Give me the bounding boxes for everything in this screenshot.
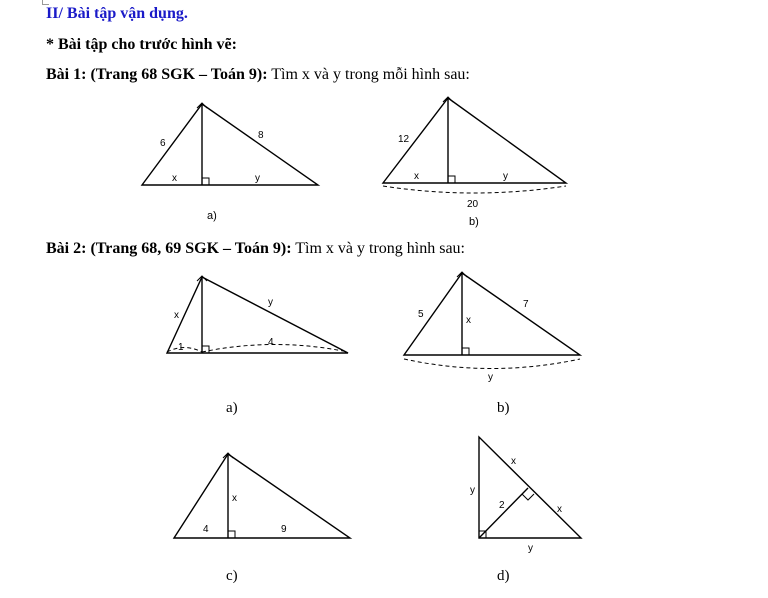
fig-2b-label-x: x bbox=[466, 315, 471, 326]
caption-1a: a) bbox=[207, 210, 217, 222]
fig-2a-label-x: x bbox=[174, 310, 179, 321]
fig-1b-label-12: 12 bbox=[398, 134, 410, 145]
exercise-1-label: Bài 1: (Trang 68 SGK – Toán 9): bbox=[46, 66, 268, 83]
fig-2a-label-y: y bbox=[268, 297, 273, 308]
exercise-2-text: Tìm x và y trong hình sau: bbox=[291, 240, 465, 257]
caption-2d: d) bbox=[497, 568, 510, 584]
fig-1a-label-x: x bbox=[172, 173, 177, 184]
fig-2b-label-7: 7 bbox=[523, 299, 529, 310]
exercise-1-text: Tìm x và y trong mỗi hình sau: bbox=[267, 66, 470, 83]
figure-2a bbox=[167, 276, 348, 353]
fig-2d-label-y-bottom: y bbox=[528, 543, 533, 554]
fig-2d-label-x-top: x bbox=[511, 456, 516, 467]
fig-2d-label-x-right: x bbox=[557, 504, 562, 515]
figure-2b bbox=[404, 272, 580, 369]
fig-1a-label-6: 6 bbox=[160, 138, 166, 149]
fig-1a-label-y: y bbox=[255, 173, 260, 184]
fig-2d-label-y-left: y bbox=[470, 485, 475, 496]
caption-2a: a) bbox=[226, 400, 238, 416]
figure-2c bbox=[174, 453, 350, 538]
fig-1b-label-20: 20 bbox=[467, 199, 479, 210]
figure-2d bbox=[479, 437, 581, 538]
caption-1b: b) bbox=[469, 216, 479, 228]
fig-1b-label-x: x bbox=[414, 171, 419, 182]
subtitle: * Bài tập cho trước hình vẽ: bbox=[46, 36, 237, 53]
fig-1b-label-y: y bbox=[503, 171, 508, 182]
caption-2c: c) bbox=[226, 568, 238, 584]
fig-2b-label-y: y bbox=[488, 372, 493, 383]
fig-2d-label-2: 2 bbox=[499, 500, 505, 511]
fig-2c-label-9: 9 bbox=[281, 524, 287, 535]
fig-2c-label-4: 4 bbox=[203, 524, 209, 535]
fig-1a-label-8: 8 bbox=[258, 130, 264, 141]
exercise-2-label: Bài 2: (Trang 68, 69 SGK – Toán 9): bbox=[46, 240, 292, 257]
caption-2b: b) bbox=[497, 400, 510, 416]
figure-1a bbox=[142, 103, 318, 185]
fig-2b-label-5: 5 bbox=[418, 309, 424, 320]
fig-2a-label-4: 4 bbox=[268, 337, 274, 348]
section-title: II/ Bài tập vận dụng. bbox=[46, 5, 188, 22]
fig-2c-label-x: x bbox=[232, 493, 237, 504]
figure-1b bbox=[383, 97, 566, 193]
fig-2a-label-1: 1 bbox=[178, 342, 184, 353]
